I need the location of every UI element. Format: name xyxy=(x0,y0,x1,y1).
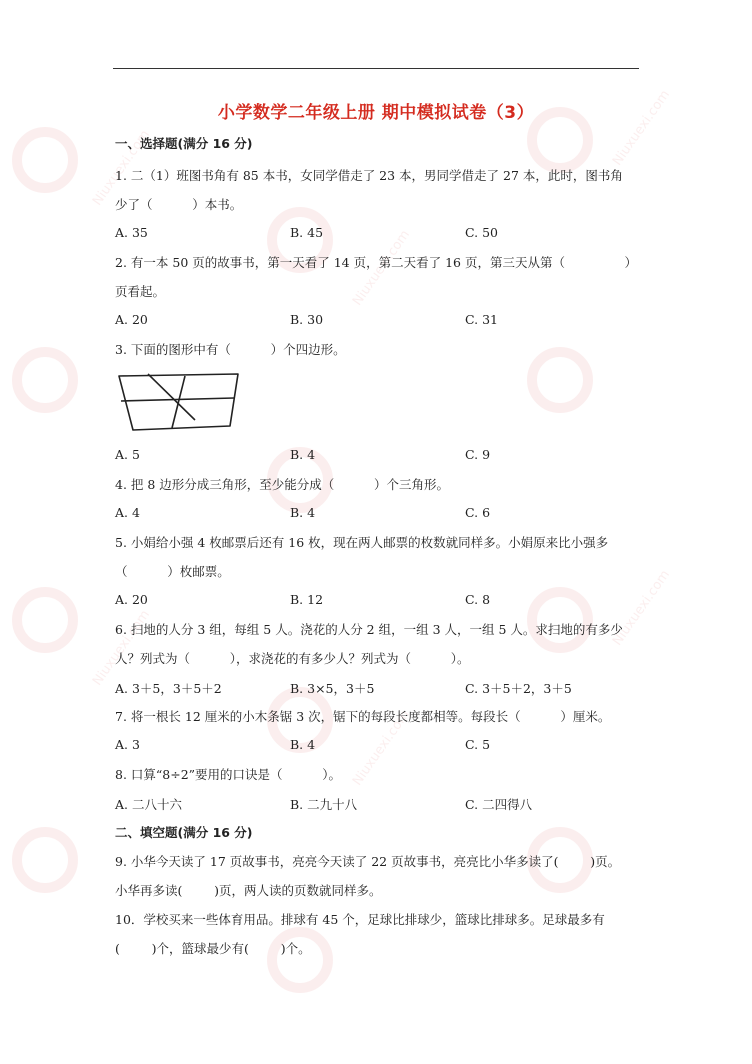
question-7-text: 7. 将一根长 12 厘米的小木条锯 3 次，锯下的每段长度都相等。每段长（ ）厘米。 xyxy=(115,709,611,724)
question-8-text: 8. 口算“8÷2”要用的口诀是（ ）。 xyxy=(115,767,342,782)
question-5-text: 5. 小娟给小强 4 枚邮票后还有 16 枚，现在两人邮票的枚数就同样多。小娟原来比小强多 xyxy=(115,535,609,550)
question-6-options xyxy=(115,679,645,708)
option-a: A. 5 xyxy=(115,447,140,462)
question-10-text-cont: ( )个，篮球最少有( )个。 xyxy=(115,941,311,956)
option-c: C. 8 xyxy=(465,592,491,607)
section-heading-fill: 二、填空题(满分 16 分) xyxy=(115,825,253,840)
page-title: 小学数学二年级上册 期中模拟试卷（3） xyxy=(217,103,535,123)
question-7-options xyxy=(115,737,645,766)
option-c: C. 5 xyxy=(465,737,491,752)
quadrilateral-figure xyxy=(115,370,645,447)
question-1-text: 1. 二（1）班图书角有 85 本书，女同学借走了 23 本，男同学借走了 27 本，此时，图书角 xyxy=(115,168,623,183)
watermark-text: Niuxuexi.com xyxy=(610,567,674,649)
option-b: B. 4 xyxy=(290,505,316,520)
quadrilateral-diagram xyxy=(115,370,255,434)
question-6-text-cont: 人？列式为（ ），求浇花的有多少人？列式为（ ）。 xyxy=(115,651,470,666)
question-2-text: 2. 有一本 50 页的故事书，第一天看了 14 页，第二天看了 16 页，第三天从第（ ） xyxy=(115,255,638,270)
question-4-text: 4. 把 8 边形分成三角形，至少能分成（ ）个三角形。 xyxy=(115,477,450,492)
header-rule xyxy=(113,68,639,69)
option-c: C. 6 xyxy=(465,505,491,520)
watermark-text: Niuxuexi.com xyxy=(610,87,674,169)
section-heading-choice: 一、选择题(满分 16 分) xyxy=(115,136,253,151)
question-3-text: 3. 下面的图形中有（ ）个四边形。 xyxy=(115,342,346,357)
option-a: A. 20 xyxy=(115,312,148,327)
question-1-text-cont: 少了（ ）本书。 xyxy=(115,197,243,212)
question-2-text-cont: 页看起。 xyxy=(115,284,166,299)
option-c: C. 9 xyxy=(465,447,491,462)
option-c: C. 3＋5＋2，3＋5 xyxy=(465,681,572,696)
question-5-text-cont: （ ）枚邮票。 xyxy=(115,564,230,579)
question-8-options xyxy=(115,795,645,824)
option-a: A. 二八十六 xyxy=(115,797,182,812)
question-5-options xyxy=(115,592,645,621)
option-a: A. 3 xyxy=(115,737,140,752)
exam-content xyxy=(115,135,645,969)
option-b: B. 30 xyxy=(290,312,324,327)
question-9-text-cont: 小华再多读( )页，两人读的页数就同样多。 xyxy=(115,883,382,898)
watermark-text: Niuxuexi.com xyxy=(90,607,154,689)
option-c: C. 50 xyxy=(465,225,498,240)
option-b: B. 45 xyxy=(290,225,324,240)
option-b: B. 4 xyxy=(290,737,316,752)
option-b: B. 12 xyxy=(290,592,324,607)
watermark-text: Niuxuexi.com xyxy=(90,127,154,209)
watermark-text: Niuxuexi.com xyxy=(350,227,414,309)
question-3-options xyxy=(115,447,645,476)
question-10-text: 10．学校买来一些体育用品。排球有 45 个，足球比排球少，篮球比排球多。足球最多有 xyxy=(115,912,605,927)
question-6-text: 6. 扫地的人分 3 组，每组 5 人。浇花的人分 2 组，一组 3 人，一组 5 人。求扫地的有多少 xyxy=(115,622,623,637)
question-9-text: 9. 小华今天读了 17 页故事书，亮亮今天读了 22 页故事书，亮亮比小华多读了( )页。 xyxy=(115,854,621,869)
option-c: C. 二四得八 xyxy=(465,797,533,812)
option-c: C. 31 xyxy=(465,312,498,327)
option-b: B. 二九十八 xyxy=(290,797,358,812)
option-a: A. 4 xyxy=(115,505,140,520)
option-a: A. 20 xyxy=(115,592,148,607)
question-2-options xyxy=(115,312,645,341)
option-a: A. 35 xyxy=(115,225,148,240)
option-b: B. 4 xyxy=(290,447,316,462)
question-1-options xyxy=(115,225,645,254)
question-4-options xyxy=(115,505,645,534)
watermark-text: Niuxuexi.com xyxy=(350,707,414,789)
option-b: B. 3×5，3＋5 xyxy=(290,681,375,696)
option-a: A. 3＋5，3＋5＋2 xyxy=(115,681,222,696)
